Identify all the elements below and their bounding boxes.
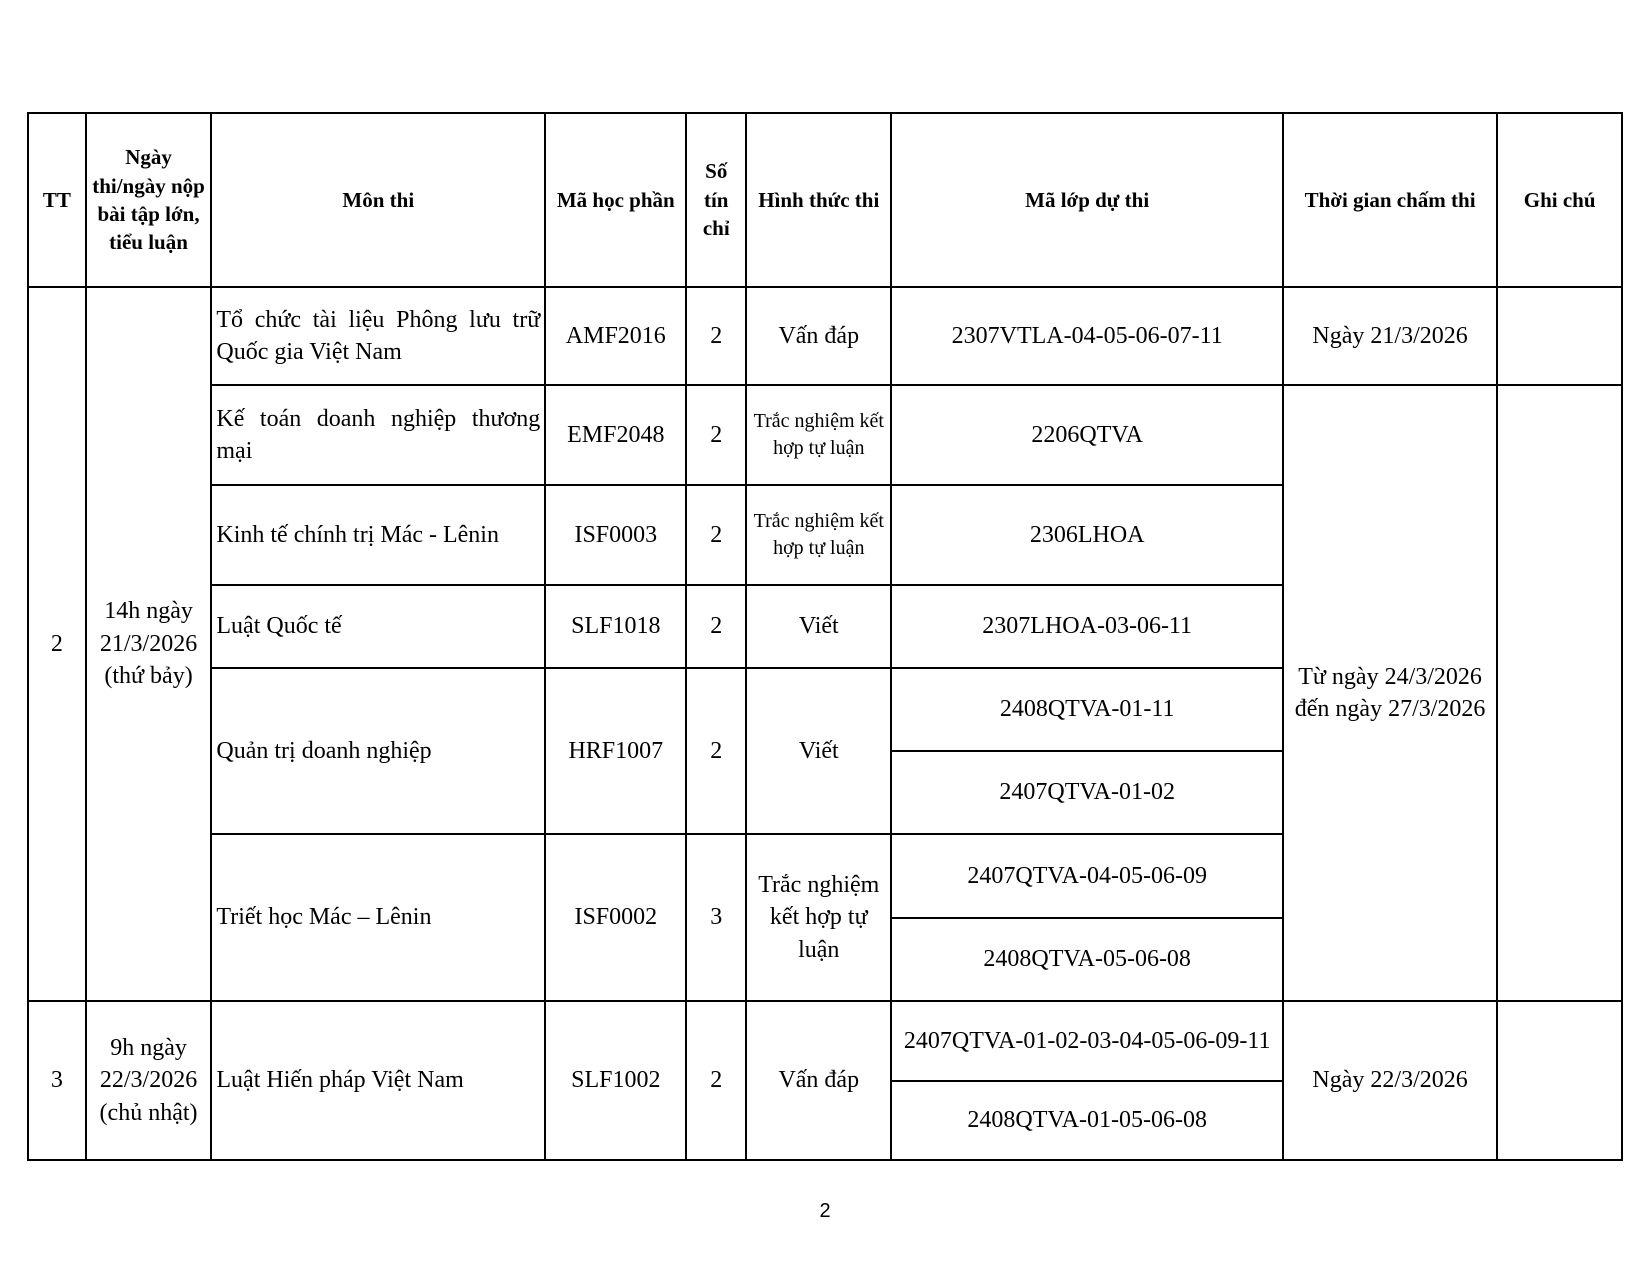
header-tt: TT [28,113,86,287]
exam-format-cell: Vấn đáp [746,287,891,385]
header-row [28,113,1622,287]
header-course-code: Mã học phần [545,113,686,287]
subject-cell: Kế toán doanh nghiệp thương mại [211,385,545,485]
page-number: 2 [819,1200,831,1222]
grading-time-cell: Từ ngày 24/3/2026 đến ngày 27/3/2026 [1283,385,1497,1001]
course-code-cell: HRF1007 [545,668,686,834]
course-code-cell: SLF1018 [545,585,686,668]
grading-time-cell: Ngày 21/3/2026 [1283,287,1497,385]
class-code-cell: 2408QTVA-01-11 [891,668,1283,751]
exam-format-cell: Viết [746,668,891,834]
class-code-cell: 2307VTLA-04-05-06-07-11 [891,287,1283,385]
class-code-cell: 2407QTVA-01-02 [891,751,1283,834]
header-exam-date: Ngày thi/ngày nộp bài tập lớn, tiểu luận [86,113,212,287]
header-exam-format: Hình thức thi [746,113,891,287]
exam-format-cell: Viết [746,585,891,668]
class-code-cell: 2407QTVA-04-05-06-09 [891,834,1283,918]
subject-cell: Kinh tế chính trị Mác - Lênin [211,485,545,585]
credits-cell: 2 [686,585,746,668]
table-row [28,1001,1622,1081]
exam-format-cell: Trắc nghiệm kết hợp tự luận [746,485,891,585]
row-tt: 2 [28,287,86,1001]
subject-cell: Quản trị doanh nghiệp [211,668,545,834]
note-cell [1497,287,1622,385]
grading-time-cell: Ngày 22/3/2026 [1283,1001,1497,1160]
course-code-cell: SLF1002 [545,1001,686,1160]
credits-cell: 2 [686,485,746,585]
credits-cell: 2 [686,668,746,834]
class-code-cell: 2206QTVA [891,385,1283,485]
row-tt: 3 [28,1001,86,1160]
header-credits: Số tín chỉ [686,113,746,287]
exam-schedule-table [27,112,1623,1161]
row-exam-date: 14h ngày 21/3/2026 (thứ bảy) [86,287,212,1001]
header-subject: Môn thi [211,113,545,287]
class-code-cell: 2407QTVA-01-02-03-04-05-06-09-11 [891,1001,1283,1081]
subject-cell: Triết học Mác – Lênin [211,834,545,1001]
table-row [28,287,1622,385]
header-note: Ghi chú [1497,113,1622,287]
subject-cell: Tổ chức tài liệu Phông lưu trữ Quốc gia Việt Nam [211,287,545,385]
subject-cell: Luật Hiến pháp Việt Nam [211,1001,545,1160]
course-code-cell: ISF0003 [545,485,686,585]
credits-cell: 2 [686,287,746,385]
class-code-cell: 2408QTVA-01-05-06-08 [891,1081,1283,1160]
class-code-cell: 2306LHOA [891,485,1283,585]
course-code-cell: EMF2048 [545,385,686,485]
exam-format-cell: Trắc nghiệm kết hợp tự luận [746,385,891,485]
class-code-cell: 2408QTVA-05-06-08 [891,918,1283,1001]
course-code-cell: AMF2016 [545,287,686,385]
table-row [28,385,1622,485]
exam-format-cell: Trắc nghiệm kết hợp tự luận [746,834,891,1001]
credits-cell: 3 [686,834,746,1001]
row-exam-date: 9h ngày 22/3/2026 (chủ nhật) [86,1001,212,1160]
note-cell [1497,385,1622,1001]
credits-cell: 2 [686,385,746,485]
credits-cell: 2 [686,1001,746,1160]
class-code-cell: 2307LHOA-03-06-11 [891,585,1283,668]
subject-cell: Luật Quốc tế [211,585,545,668]
course-code-cell: ISF0002 [545,834,686,1001]
header-grading-time: Thời gian chấm thi [1283,113,1497,287]
note-cell [1497,1001,1622,1160]
header-class-code: Mã lớp dự thi [891,113,1283,287]
exam-format-cell: Vấn đáp [746,1001,891,1160]
